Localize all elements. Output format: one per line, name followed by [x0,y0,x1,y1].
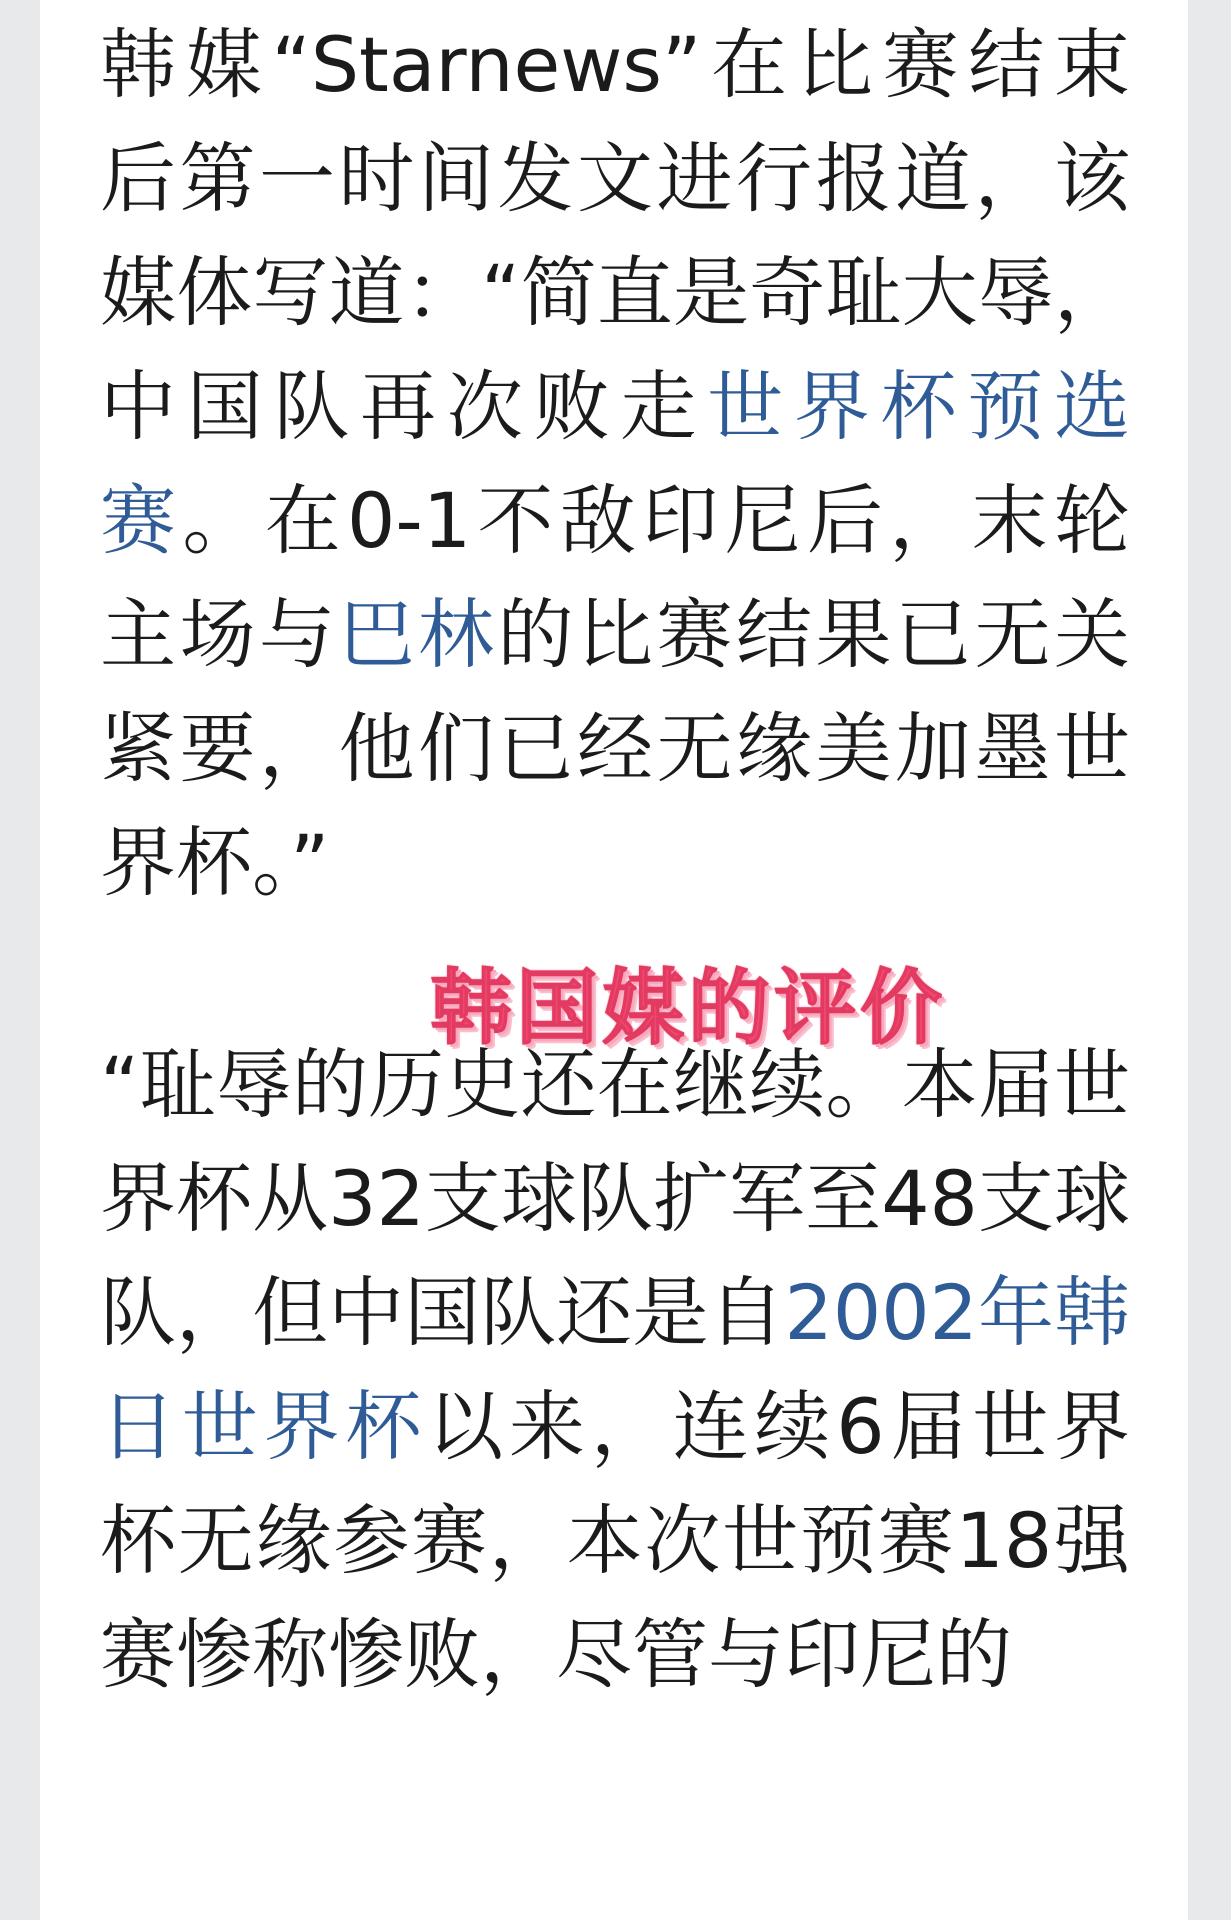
link-bahrain[interactable]: 巴林 [338,590,498,679]
text-segment: “耻辱的历史还在继续。本届世界杯从32支球队扩军至48支球队，但中国队还是自 [100,1040,1130,1357]
article-sheet [40,0,1188,1920]
article-content [100,8,1130,1712]
text-segment: 的比赛结果已无关紧要，他们已经无缘美加墨世界杯。” [100,590,1130,907]
text-segment: 以来，连续6届世界杯无缘参赛，本次世预赛18强赛惨称惨败，尽管与印尼的 [100,1382,1130,1699]
link-world-cup-qualifiers[interactable]: 世界杯预选赛 [100,362,1131,565]
link-2002-korea-japan-world-cup[interactable]: 2002年韩日世界杯 [100,1268,1131,1471]
text-segment: 。在0-1不敌印尼后，末轮主场与 [100,476,1130,679]
text-segment: 韩媒“Starnews”在比赛结束后第一时间发文进行报道，该媒体写道：“简直是奇耻大辱，中国队再次败走 [100,20,1130,451]
paragraph-korean-media-report [100,8,1130,920]
paragraph-shameful-history [100,1028,1130,1712]
pink-annotation-korean-media-comment: 韩国媒的评价 [430,961,947,1056]
